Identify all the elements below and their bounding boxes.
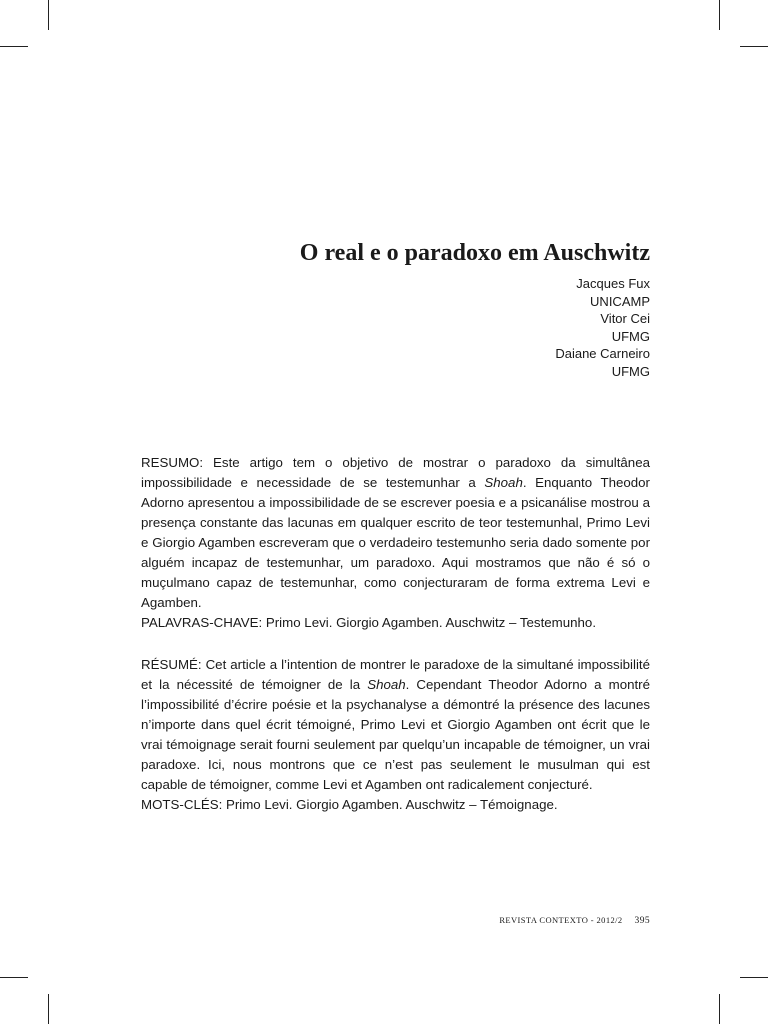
keywords-portuguese: PALAVRAS-CHAVE: Primo Levi. Giorgio Agamben. Auschwitz – Testemunho. — [141, 615, 597, 630]
author-name: Jacques Fux — [576, 276, 650, 291]
abstract-italic-term: Shoah — [484, 475, 523, 490]
abstract-french — [141, 655, 650, 815]
abstract-text-part: . Cependant Theodor Adorno a montré l’impossibilité d’écrire poésie et la psychanalyse a démontré la présence des lacunes n’importe dans quel écrit témoigné, Primo Levi et Giorgio Agamben ont écrit que le vrai témoignage serait fourni seulement par quelqu’un incapable de témoigner, un vrai paradoxe. Ici, nous montrons que ce n’est pas seulement le musulman qui est capable de témoigner, comme Levi et Agamben ont radicalement conjecturé. — [141, 677, 651, 792]
abstract-paragraph — [141, 453, 650, 613]
crop-mark-top-left-vertical — [48, 0, 49, 30]
author-affiliation: UFMG — [611, 363, 650, 379]
abstract-portuguese — [141, 453, 650, 633]
abstract-paragraph — [141, 655, 650, 795]
page-number: 395 — [634, 916, 650, 926]
crop-mark-bottom-right-vertical — [719, 994, 720, 1024]
crop-mark-top-left-horizontal — [0, 46, 28, 47]
page-footer — [499, 915, 650, 926]
author-affiliation: UFMG — [611, 328, 650, 344]
crop-mark-bottom-left-horizontal — [0, 977, 28, 978]
crop-mark-bottom-left-vertical — [48, 994, 49, 1024]
crop-mark-top-right-vertical — [719, 0, 720, 30]
crop-mark-top-right-horizontal — [740, 46, 768, 47]
abstract-text-part: . Enquanto Theodor Adorno apresentou a impossibilidade de se escrever poesia e a psicanálise mostrou a presença constante das lacunas em qualquer escrito de teor testemunhal, Primo Levi e Giorgio Agamben escreveram que o verdadeiro testemunho seria dado somente por alguém incapaz de testemunhar, um paradoxo. Aqui mostramos que não é só o muçulmano capaz de testemunhar, como conjecturaram de forma extrema Levi e Agamben. — [141, 475, 650, 610]
crop-mark-bottom-right-horizontal — [740, 977, 768, 978]
keywords-french: MOTS-CLÉS: Primo Levi. Giorgio Agamben. Auschwitz – Témoignage. — [141, 797, 558, 812]
author-name: Daiane Carneiro — [555, 346, 650, 361]
article-title: O real e o paradoxo em Auschwitz — [299, 240, 650, 266]
author-name: Vitor Cei — [600, 311, 650, 326]
abstract-text-part: RESUMO: Este artigo tem o objetivo de mostrar o paradoxo da simultânea impossibilidade e necessidade de se testemunhar a — [141, 455, 650, 490]
author-affiliation: UNICAMP — [590, 293, 650, 309]
abstract-italic-term: Shoah — [367, 677, 406, 692]
journal-name: REVISTA CONTEXTO - 2012/2 — [499, 915, 623, 925]
author-affiliation-block — [555, 275, 650, 380]
abstract-text-part: RÉSUMÉ: Cet article a l’intention de montrer le paradoxe de la simultané impossibilité et la nécessité de témoigner de la — [141, 657, 650, 692]
